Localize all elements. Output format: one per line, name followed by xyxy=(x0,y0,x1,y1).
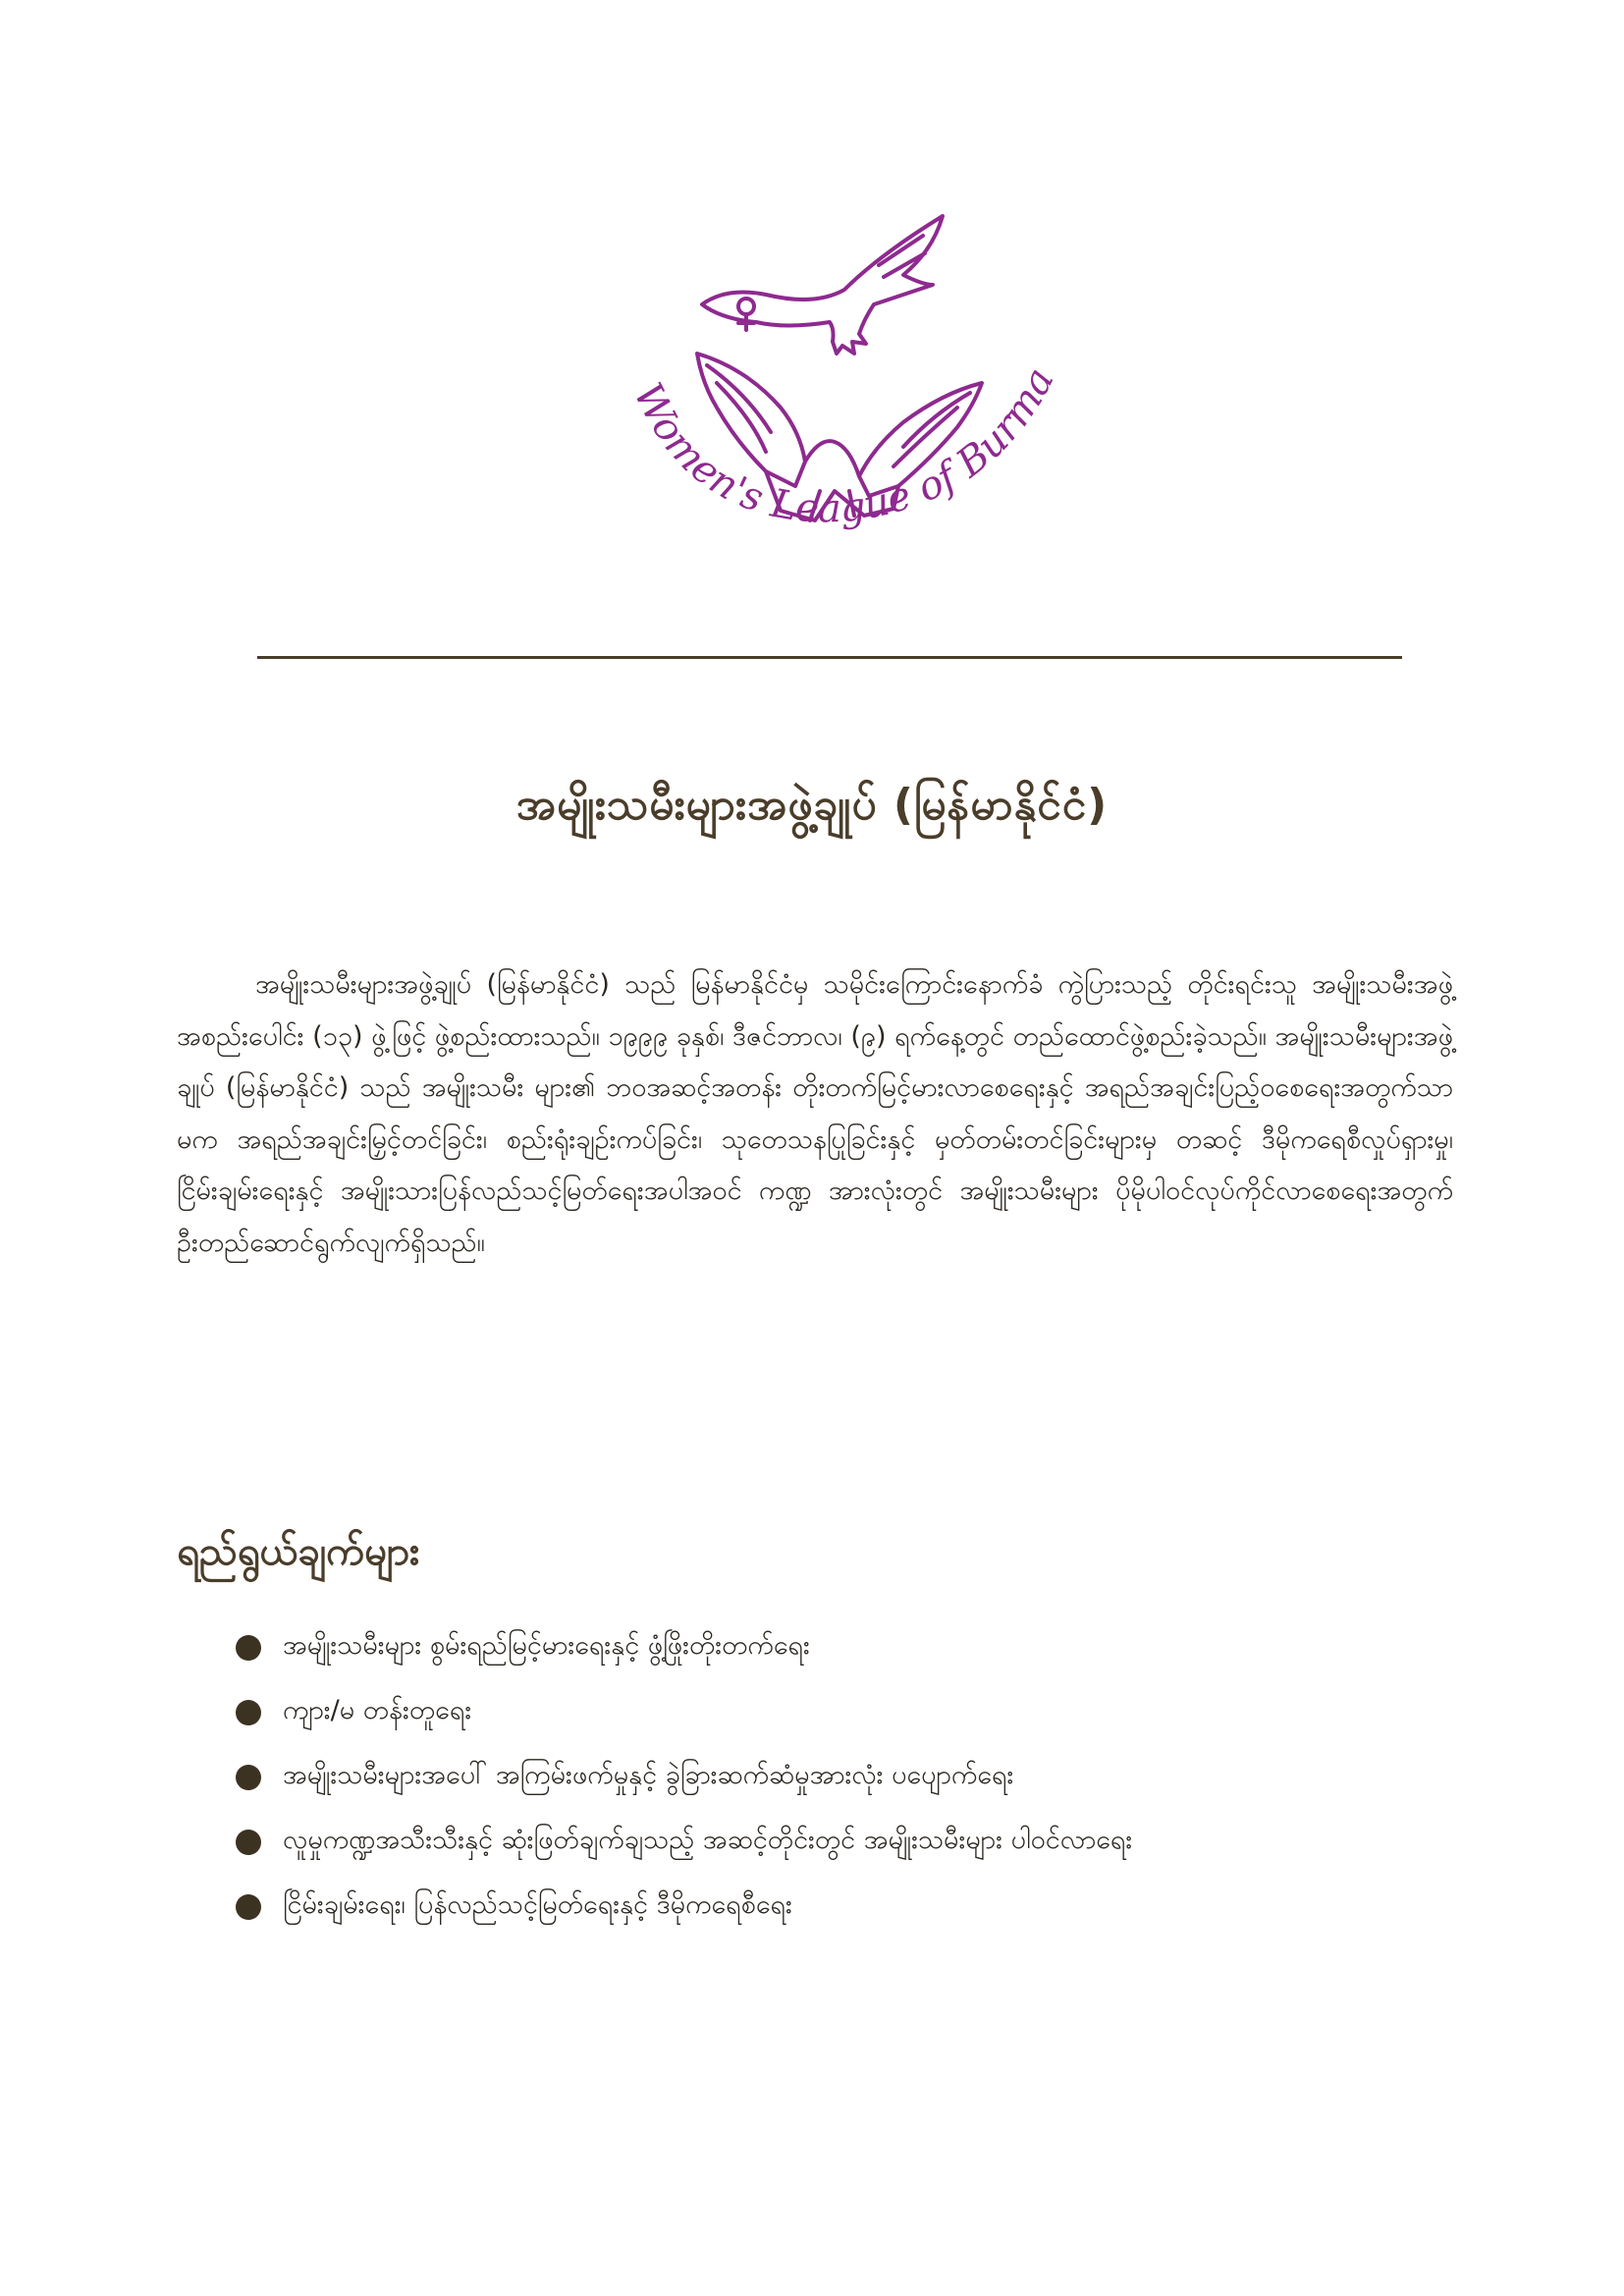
womens-league-logo xyxy=(609,196,1080,589)
objective-text: လူမှုကဏ္ဍအသီးသီးနှင့် ဆုံးဖြတ်ချက်ချသည့် အဆင့်တိုင်းတွင် အမျိုးသမီးများ ပါဝင်လာရေး xyxy=(283,1825,1133,1855)
objective-text: ငြိမ်းချမ်းရေး၊ ပြန်လည်သင့်မြတ်ရေးနှင့် ဒီမိုကရေစီရေး xyxy=(283,1889,792,1920)
bullet-icon xyxy=(236,1635,261,1661)
objective-text: အမျိုးသမီးများ စွမ်းရည်မြင့်မားရေးနှင့် ဖွံ့ဖြိုးတိုးတက်ရေး xyxy=(283,1630,810,1661)
objective-text: ကျား/မ တန်းတူရေး xyxy=(283,1695,472,1725)
divider xyxy=(257,656,1402,659)
logo-text: Women's League of Burma xyxy=(624,360,1063,532)
bullet-icon xyxy=(236,1700,261,1725)
objective-text: အမျိုးသမီးများအပေါ် အကြမ်းဖက်မှုနှင့် ခွဲခြားဆက်ဆံမှုအားလုံး ပပျောက်ရေး xyxy=(283,1760,1014,1790)
list-item xyxy=(236,1875,1473,1940)
list-item xyxy=(236,1810,1473,1875)
page-title: အမျိုးသမီးများအဖွဲ့ချုပ် (မြန်မာနိုင်ငံ) xyxy=(515,780,1109,830)
objectives-list xyxy=(236,1615,1473,1940)
bullet-icon xyxy=(236,1830,261,1855)
dove-icon xyxy=(702,216,943,354)
list-item xyxy=(236,1745,1473,1810)
list-item xyxy=(236,1680,1473,1745)
intro-paragraph: အမျိုးသမီးများအဖွဲ့ချုပ် (မြန်မာနိုင်ငံ) သည် မြန်မာနိုင်ငံမှ သမိုင်းကြောင်းနောက်ခံ ကွဲပြားသည့် တိုင်းရင်းသူ အမျိုးသမီးအဖွဲ့အစည်းပေါင်း (၁၃) ဖွဲ့ဖြင့် ဖွဲ့စည်းထားသည်။ ၁၉၉၉ ခုနှစ်၊ ဒီဇင်ဘာလ၊ (၉) ရက်နေ့တွင် တည်ထောင်ဖွဲ့စည်းခဲ့သည်။ အမျိုးသမီးများအဖွဲ့ချုပ် (မြန်မာနိုင်ငံ) သည် အမျိုးသမီး များ၏ ဘဝအဆင့်အတန်း တိုးတက်မြင့်မားလာစေရေးနှင့် အရည်အချင်းပြည့်ဝစေရေးအတွက်သာမက အရည်အချင်းမြှင့်တင်ခြင်း၊ စည်းရုံးချဉ်းကပ်ခြင်း၊ သုတေသနပြုခြင်းနှင့် မှတ်တမ်းတင်ခြင်းများမှ တဆင့် ဒီမိုကရေစီလှုပ်ရှားမှု၊ ငြိမ်းချမ်းရေးနှင့် အမျိုးသားပြန်လည်သင့်မြတ်ရေးအပါအဝင် ကဏ္ဍ အားလုံးတွင် အမျိုးသမီးများ ပိုမိုပါဝင်လုပ်ကိုင်လာစေရေးအတွက် ဦးတည်ဆောင်ရွက်လျက်ရှိသည်။ xyxy=(177,969,1453,1258)
list-item xyxy=(236,1615,1473,1680)
bullet-icon xyxy=(236,1765,261,1790)
bullet-icon xyxy=(236,1894,261,1920)
objectives-heading: ရည်ရွယ်ချက်များ xyxy=(177,1529,420,1574)
